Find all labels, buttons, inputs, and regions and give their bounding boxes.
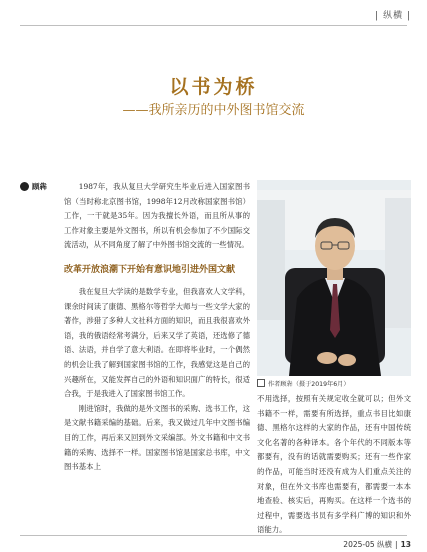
body-paragraph: 刚进馆时，我做的是外文图书的采购、选书工作，这是文献书籍采编的基础。后来，我又做过几年中文图书编目的工作，再后来又回到外文采编部。外文书籍和中文书籍的采购、选择不一样。国家图书馆是国家总书库，中文图书基本上: [64, 403, 250, 472]
left-column: [64, 180, 250, 475]
article-subtitle: ——我所亲历的中外图书馆交流: [122, 103, 305, 118]
page-number: 13: [400, 540, 411, 549]
author-name: 顾犇: [32, 182, 47, 191]
article-title: 以书为桥: [169, 76, 258, 98]
author-photo: [257, 180, 411, 376]
section-label: 纵横: [383, 11, 404, 21]
intro-paragraph: 1987年，我从复旦大学研究生毕业后进入国家图书馆（当时称北京图书馆，1998年12月改称国家图书馆）工作，一干就是35年。因为我擅长外语，而且所从事的工作对象主要是外文图书，所以有机会参加了不少国际交流活动，从不同角度了解了中外图书馆交流的一些情况。: [64, 182, 250, 250]
body-paragraph: 我在复旦大学读的是数学专业，但我喜欢人文学科，课余时间读了康德、黑格尔等哲学大师与一些文学大家的著作，涉猎了多种人文社科方面的知识，而且我很喜欢外语，我的俄语经常考满分，后来又学了英语，还选修了德语、法语，并自学了意大利语。在即将毕业时，一个偶然的机会让我了解到国家图书馆的工作，我感觉这是自己的兴趣所在，又能发挥自己的外语和知识面广的特长，很适合我，于是我进入了国家图书馆工作。: [64, 286, 250, 399]
caption-box-icon: [257, 379, 265, 387]
issue-label: 2025-05 纵横: [343, 540, 393, 549]
bullet-icon: [20, 182, 29, 191]
section-tag: | 纵横 |: [375, 11, 411, 21]
header-rule: [20, 25, 407, 26]
photo-caption: [257, 379, 411, 388]
author-byline: [20, 181, 47, 192]
right-column: [257, 392, 411, 538]
portrait-image: [257, 180, 411, 376]
section-heading: 改革开放浪潮下开始有意识地引进外国文献: [64, 264, 236, 275]
photo-caption-text: 作者顾犇（摄于2019年6月）: [268, 381, 350, 388]
footer-rule: [20, 535, 407, 536]
page-footer: 2025-05 纵横 | 13: [343, 540, 411, 549]
body-paragraph-continued: 不用选择，按照有关规定收全就可以；但外文书籍不一样，需要有所选择，重点书目比如康德、黑格尔这样的大家的作品，还有中国传统文化名著的各种译本。各个年代的不同版本等都要有，没有的话就需要购买；还有一些作家的作品，可能当时还没有成为人们重点关注的对象，但在外文书库也需要有，都需要一本本地查验、核实后，再购买。在这样一个选书的过程中，需要选书员有多学科广博的知识和外语能力。: [257, 394, 411, 535]
